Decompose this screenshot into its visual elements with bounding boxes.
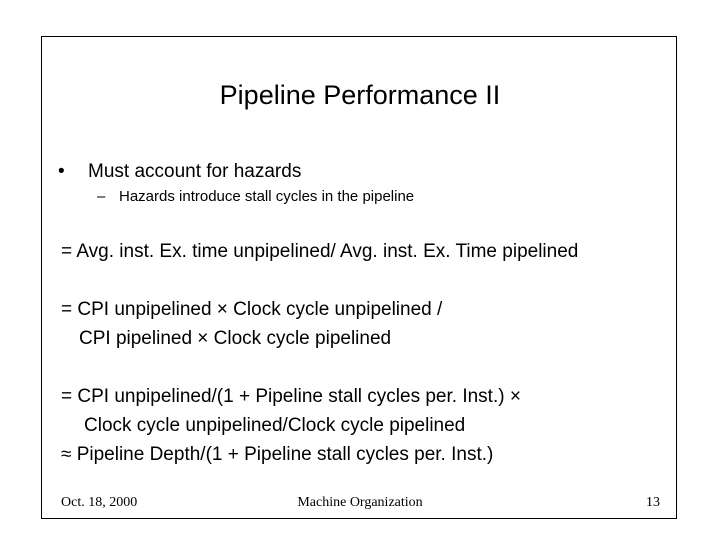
equation-2-line-1: = CPI unpipelined × Clock cycle unpipelined / <box>61 299 443 320</box>
bullet-symbol: • <box>58 161 65 182</box>
sub-bullet-symbol: – <box>97 188 106 205</box>
equation-3-line-2: Clock cycle unpipelined/Clock cycle pipelined <box>84 415 466 436</box>
equation-3-line-1: = CPI unpipelined/(1 + Pipeline stall cycles per. Inst.) × <box>61 386 521 407</box>
equation-1: = Avg. inst. Ex. time unpipelined/ Avg. inst. Ex. Time pipelined <box>61 241 579 262</box>
bullet-item <box>58 160 301 184</box>
footer-date: Oct. 18, 2000 <box>61 495 138 510</box>
equation-3-line-3: ≈ Pipeline Depth/(1 + Pipeline stall cycles per. Inst.) <box>61 444 494 465</box>
footer-page-number: 13 <box>646 495 660 510</box>
bullet-text: Must account for hazards <box>88 161 302 182</box>
footer-course: Machine Organization <box>297 495 423 510</box>
equation-2-line-2: CPI pipelined × Clock cycle pipelined <box>79 328 392 349</box>
sub-bullet-text: Hazards introduce stall cycles in the pipeline <box>119 188 415 205</box>
slide-title: Pipeline Performance II <box>219 80 501 110</box>
sub-bullet-item <box>97 187 414 207</box>
